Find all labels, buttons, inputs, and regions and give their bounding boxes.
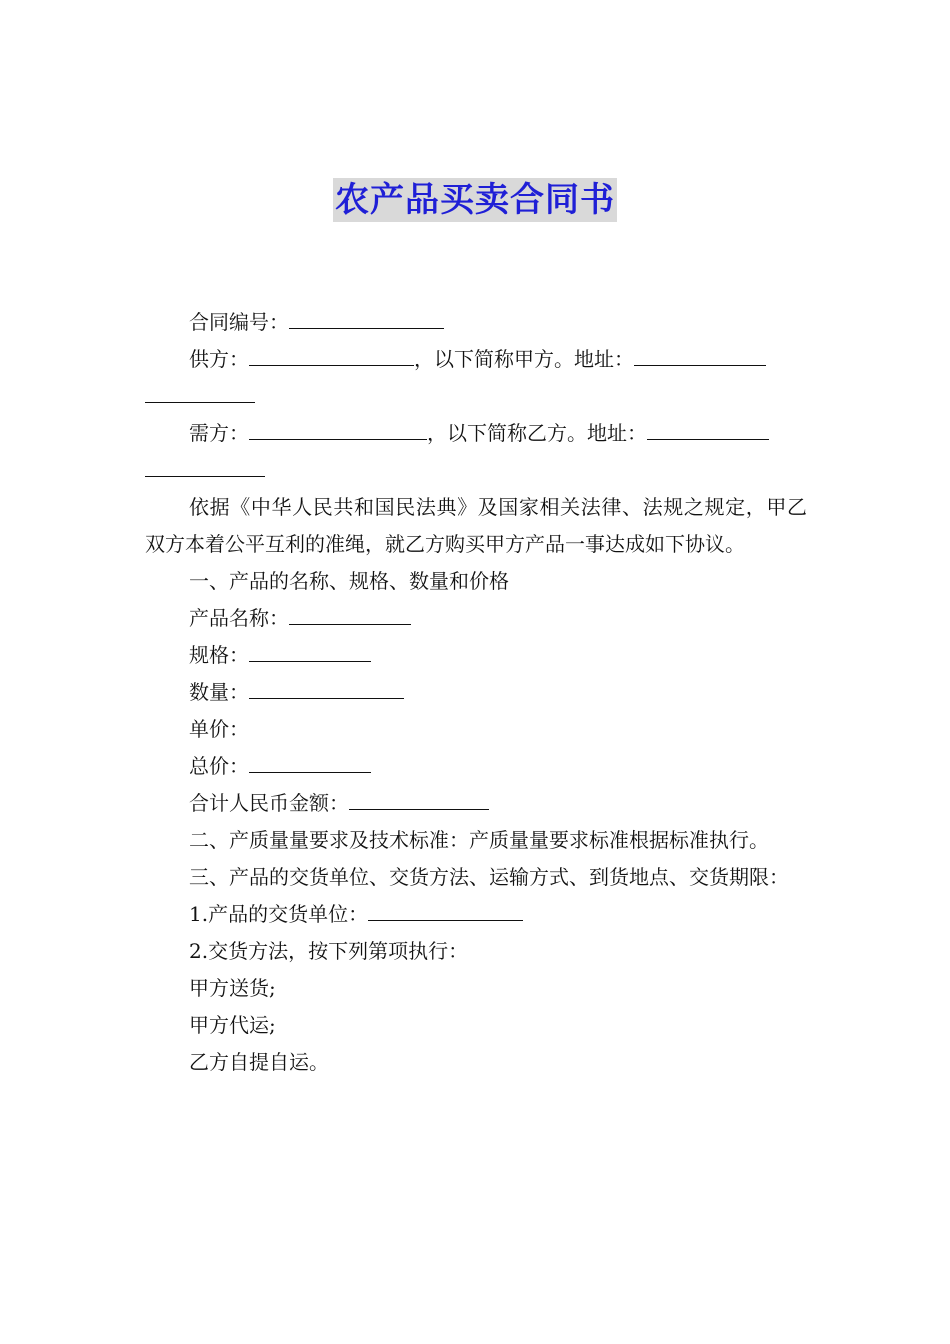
contract-number-blank: [289, 306, 444, 329]
spec-blank: [249, 639, 371, 662]
unit-price-line: [145, 711, 807, 748]
document-body: [145, 304, 807, 1081]
total-price-blank: [249, 750, 371, 773]
product-name-blank: [289, 602, 411, 625]
buyer-label: 需方：: [189, 421, 249, 445]
title-container: [0, 178, 950, 222]
product-name-label: 产品名称：: [189, 606, 289, 630]
delivery-method-line: 2.交货方法，按下列第项执行：: [189, 939, 469, 963]
buyer-mid-text: ，以下简称乙方。地址：: [427, 421, 647, 445]
supplier-address-blank: [634, 343, 766, 366]
supplier-label: 供方：: [189, 347, 249, 371]
quantity-blank: [249, 676, 404, 699]
buyer-line: [145, 415, 807, 452]
delivery-option-1: 甲方送货;: [189, 976, 276, 1000]
total-price-line: [145, 748, 807, 785]
quantity-line: [145, 674, 807, 711]
delivery-unit-blank: [368, 898, 523, 921]
section2-paragraph: 二、产质量量要求及技术标准：产质量量要求标准根据标准执行。: [189, 828, 769, 852]
buyer-address-continuation: [145, 452, 807, 489]
buyer-address-blank-2: [145, 454, 265, 477]
delivery-option-2: 甲方代运;: [189, 1013, 276, 1037]
product-name-line: [145, 600, 807, 637]
contract-number-line: [145, 304, 807, 341]
section3-heading: 三、产品的交货单位、交货方法、运输方式、到货地点、交货期限：: [189, 865, 789, 889]
section1-heading: 一、产品的名称、规格、数量和价格: [189, 569, 509, 593]
delivery-unit-line: [145, 896, 807, 933]
rmb-total-blank: [349, 787, 489, 810]
supplier-line: [145, 341, 807, 378]
preamble-paragraph: 依据《中华人民共和国民法典》及国家相关法律、法规之规定，甲乙双方本着公平互利的准绳，就乙方购买甲方产品一事达成如下协议。: [145, 495, 807, 556]
total-price-label: 总价：: [189, 754, 249, 778]
rmb-total-label: 合计人民币金额：: [189, 791, 349, 815]
delivery-unit-label: 1.产品的交货单位：: [189, 902, 369, 926]
supplier-address-continuation: [145, 378, 807, 415]
quantity-label: 数量：: [189, 680, 249, 704]
supplier-address-blank-2: [145, 380, 255, 403]
contract-number-label: 合同编号：: [189, 310, 289, 334]
buyer-name-blank: [249, 417, 427, 440]
rmb-total-line: [145, 785, 807, 822]
supplier-name-blank: [249, 343, 414, 366]
buyer-address-blank: [647, 417, 769, 440]
spec-label: 规格：: [189, 643, 249, 667]
unit-price-label: 单价：: [189, 717, 249, 741]
supplier-mid-text: ，以下简称甲方。地址：: [414, 347, 634, 371]
delivery-option-3: 乙方自提自运。: [189, 1050, 329, 1074]
spec-line: [145, 637, 807, 674]
document-title: 农产品买卖合同书: [335, 180, 615, 220]
